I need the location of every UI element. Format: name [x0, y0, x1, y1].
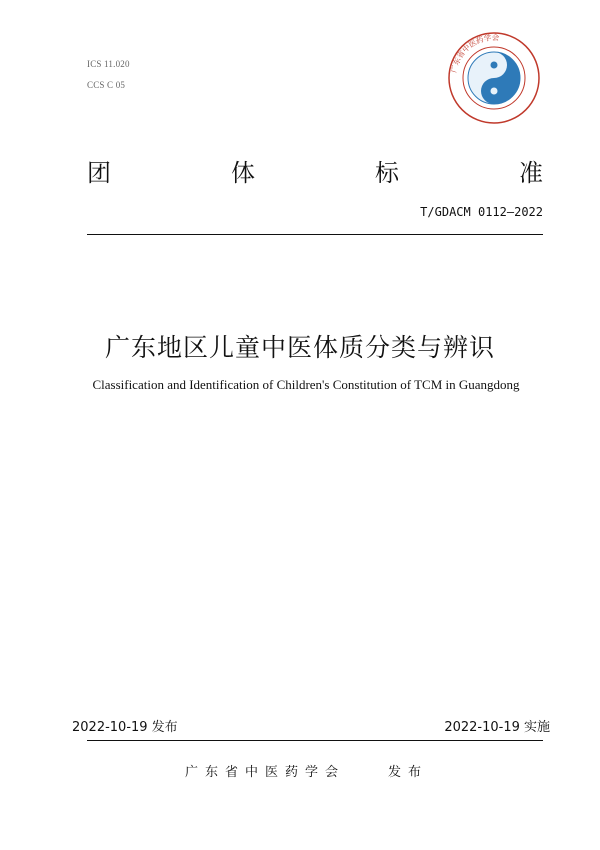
ics-code: ICS 11.020 — [87, 59, 130, 69]
association-seal-logo — [446, 30, 542, 126]
standard-type-char: 准 — [519, 159, 543, 187]
publish-verb: 发布 — [388, 765, 429, 780]
title-english: Classification and Identification of Children's Constitution of TCM in Guangdong — [92, 377, 520, 392]
title-chinese: 广东地区儿童中医体质分类与辨识 — [104, 333, 495, 362]
standard-type-char: 体 — [231, 159, 255, 187]
standard-number: T/GDACM 0112—2022 — [420, 205, 543, 219]
bottom-divider — [87, 740, 543, 741]
publisher-name: 广东省中医药学会 — [185, 765, 346, 780]
standard-type-char: 标 — [375, 159, 399, 187]
top-divider — [87, 234, 543, 235]
implement-date: 2022-10-19 实施 — [444, 720, 550, 735]
ccs-code: CCS C 05 — [87, 80, 126, 90]
publish-date: 2022-10-19 发布 — [72, 720, 178, 735]
standard-type-char: 团 — [87, 159, 111, 187]
standard-type-heading — [87, 153, 543, 188]
seal-ring-text: 广东省中医药学会 — [449, 32, 500, 74]
